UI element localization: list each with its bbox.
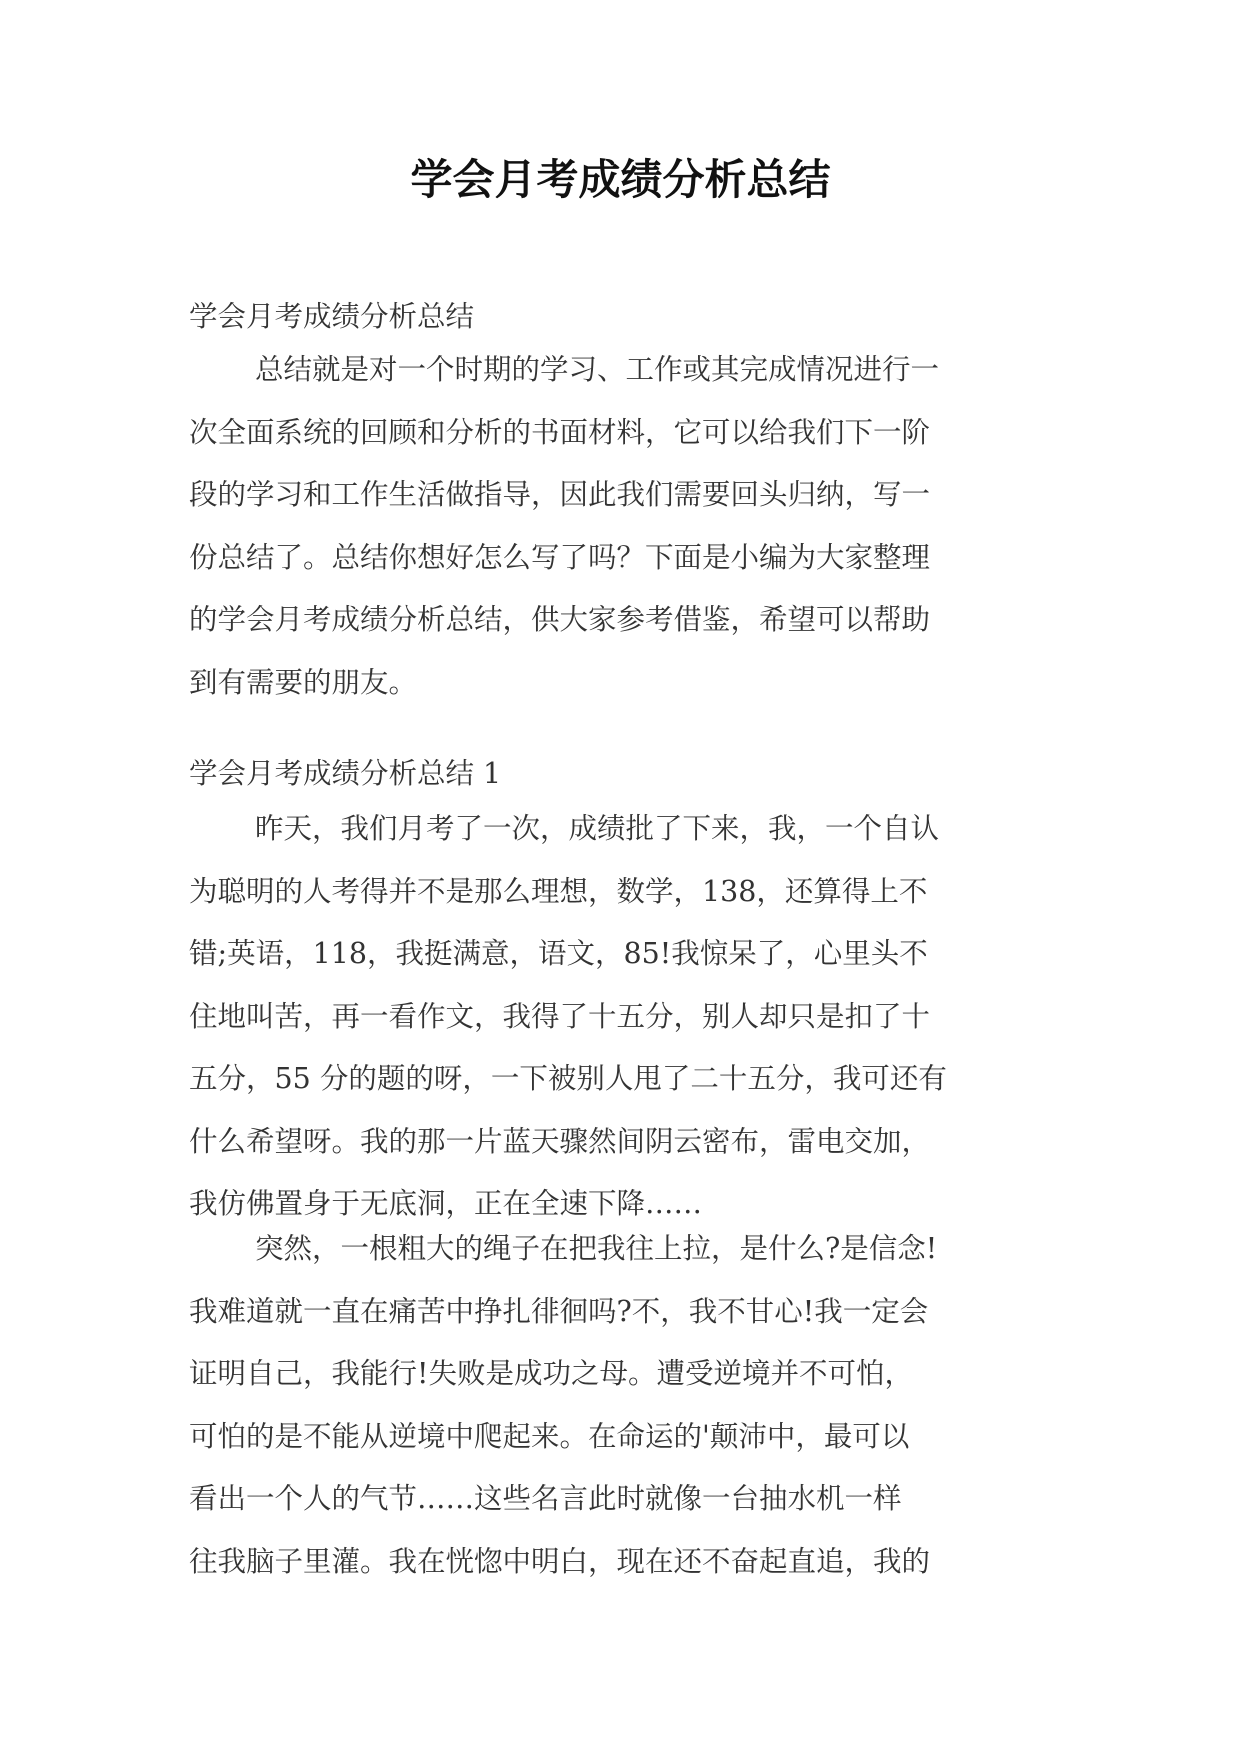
section-paragraph [189,798,1053,1236]
text-line: 我难道就一直在痛苦中挣扎徘徊吗?不，我不甘心!我一定会 [189,1294,929,1328]
document-title: 学会月考成绩分析总结 [410,155,831,204]
text-line: 为聪明的人考得并不是那么理想，数学，138，还算得上不 [189,874,928,908]
section-heading [189,743,1053,806]
text-line: 证明自己，我能行!失败是成功之母。遭受逆境并不可怕， [189,1357,913,1390]
intro-heading-text: 学会月考成绩分析总结 [189,300,475,333]
text-line: 段的学习和工作生活做指导，因此我们需要回头归纳，写一 [189,478,931,511]
text-line: 往我脑子里灌。我在恍惚中明白，现在还不奋起直追，我的 [189,1544,931,1578]
section-heading-text: 学会月考成绩分析总结 1 [189,757,502,790]
text-line: 到有需要的朋友。 [189,665,418,699]
text-line: 突然，一根粗大的绳子在把我往上拉，是什么?是信念! [255,1232,938,1265]
intro-paragraph [189,339,1053,714]
text-line: 什么希望呀。我的那一片蓝天骤然间阴云密布，雷电交加， [189,1124,931,1158]
text-line: 错;英语，118，我挺满意，语文，85!我惊呆了，心里头不 [189,937,928,970]
text-line: 我仿佛置身于无底洞，正在全速下降…… [189,1187,703,1220]
text-line: 份总结了。总结你想好怎么写了吗？下面是小编为大家整理 [189,540,931,574]
section-paragraph [189,1218,1053,1593]
text-line: 住地叫苦，再一看作文，我得了十五分，别人却只是扣了十 [189,999,931,1033]
text-line: 昨天，我们月考了一次，成绩批了下来，我，一个自认 [255,812,940,845]
text-line: 的学会月考成绩分析总结，供大家参考借鉴，希望可以帮助 [189,603,931,636]
text-line: 总结就是对一个时期的学习、工作或其完成情况进行一 [255,353,940,386]
text-line: 可怕的是不能从逆境中爬起来。在命运的'颠沛中，最可以 [189,1419,910,1453]
text-line: 看出一个人的气节……这些名言此时就像一台抽水机一样 [189,1482,902,1515]
text-line: 次全面系统的回顾和分析的书面材料，它可以给我们下一阶 [189,415,931,449]
text-line: 五分，55 分的题的呀，一下被别人甩了二十五分，我可还有 [189,1062,947,1095]
